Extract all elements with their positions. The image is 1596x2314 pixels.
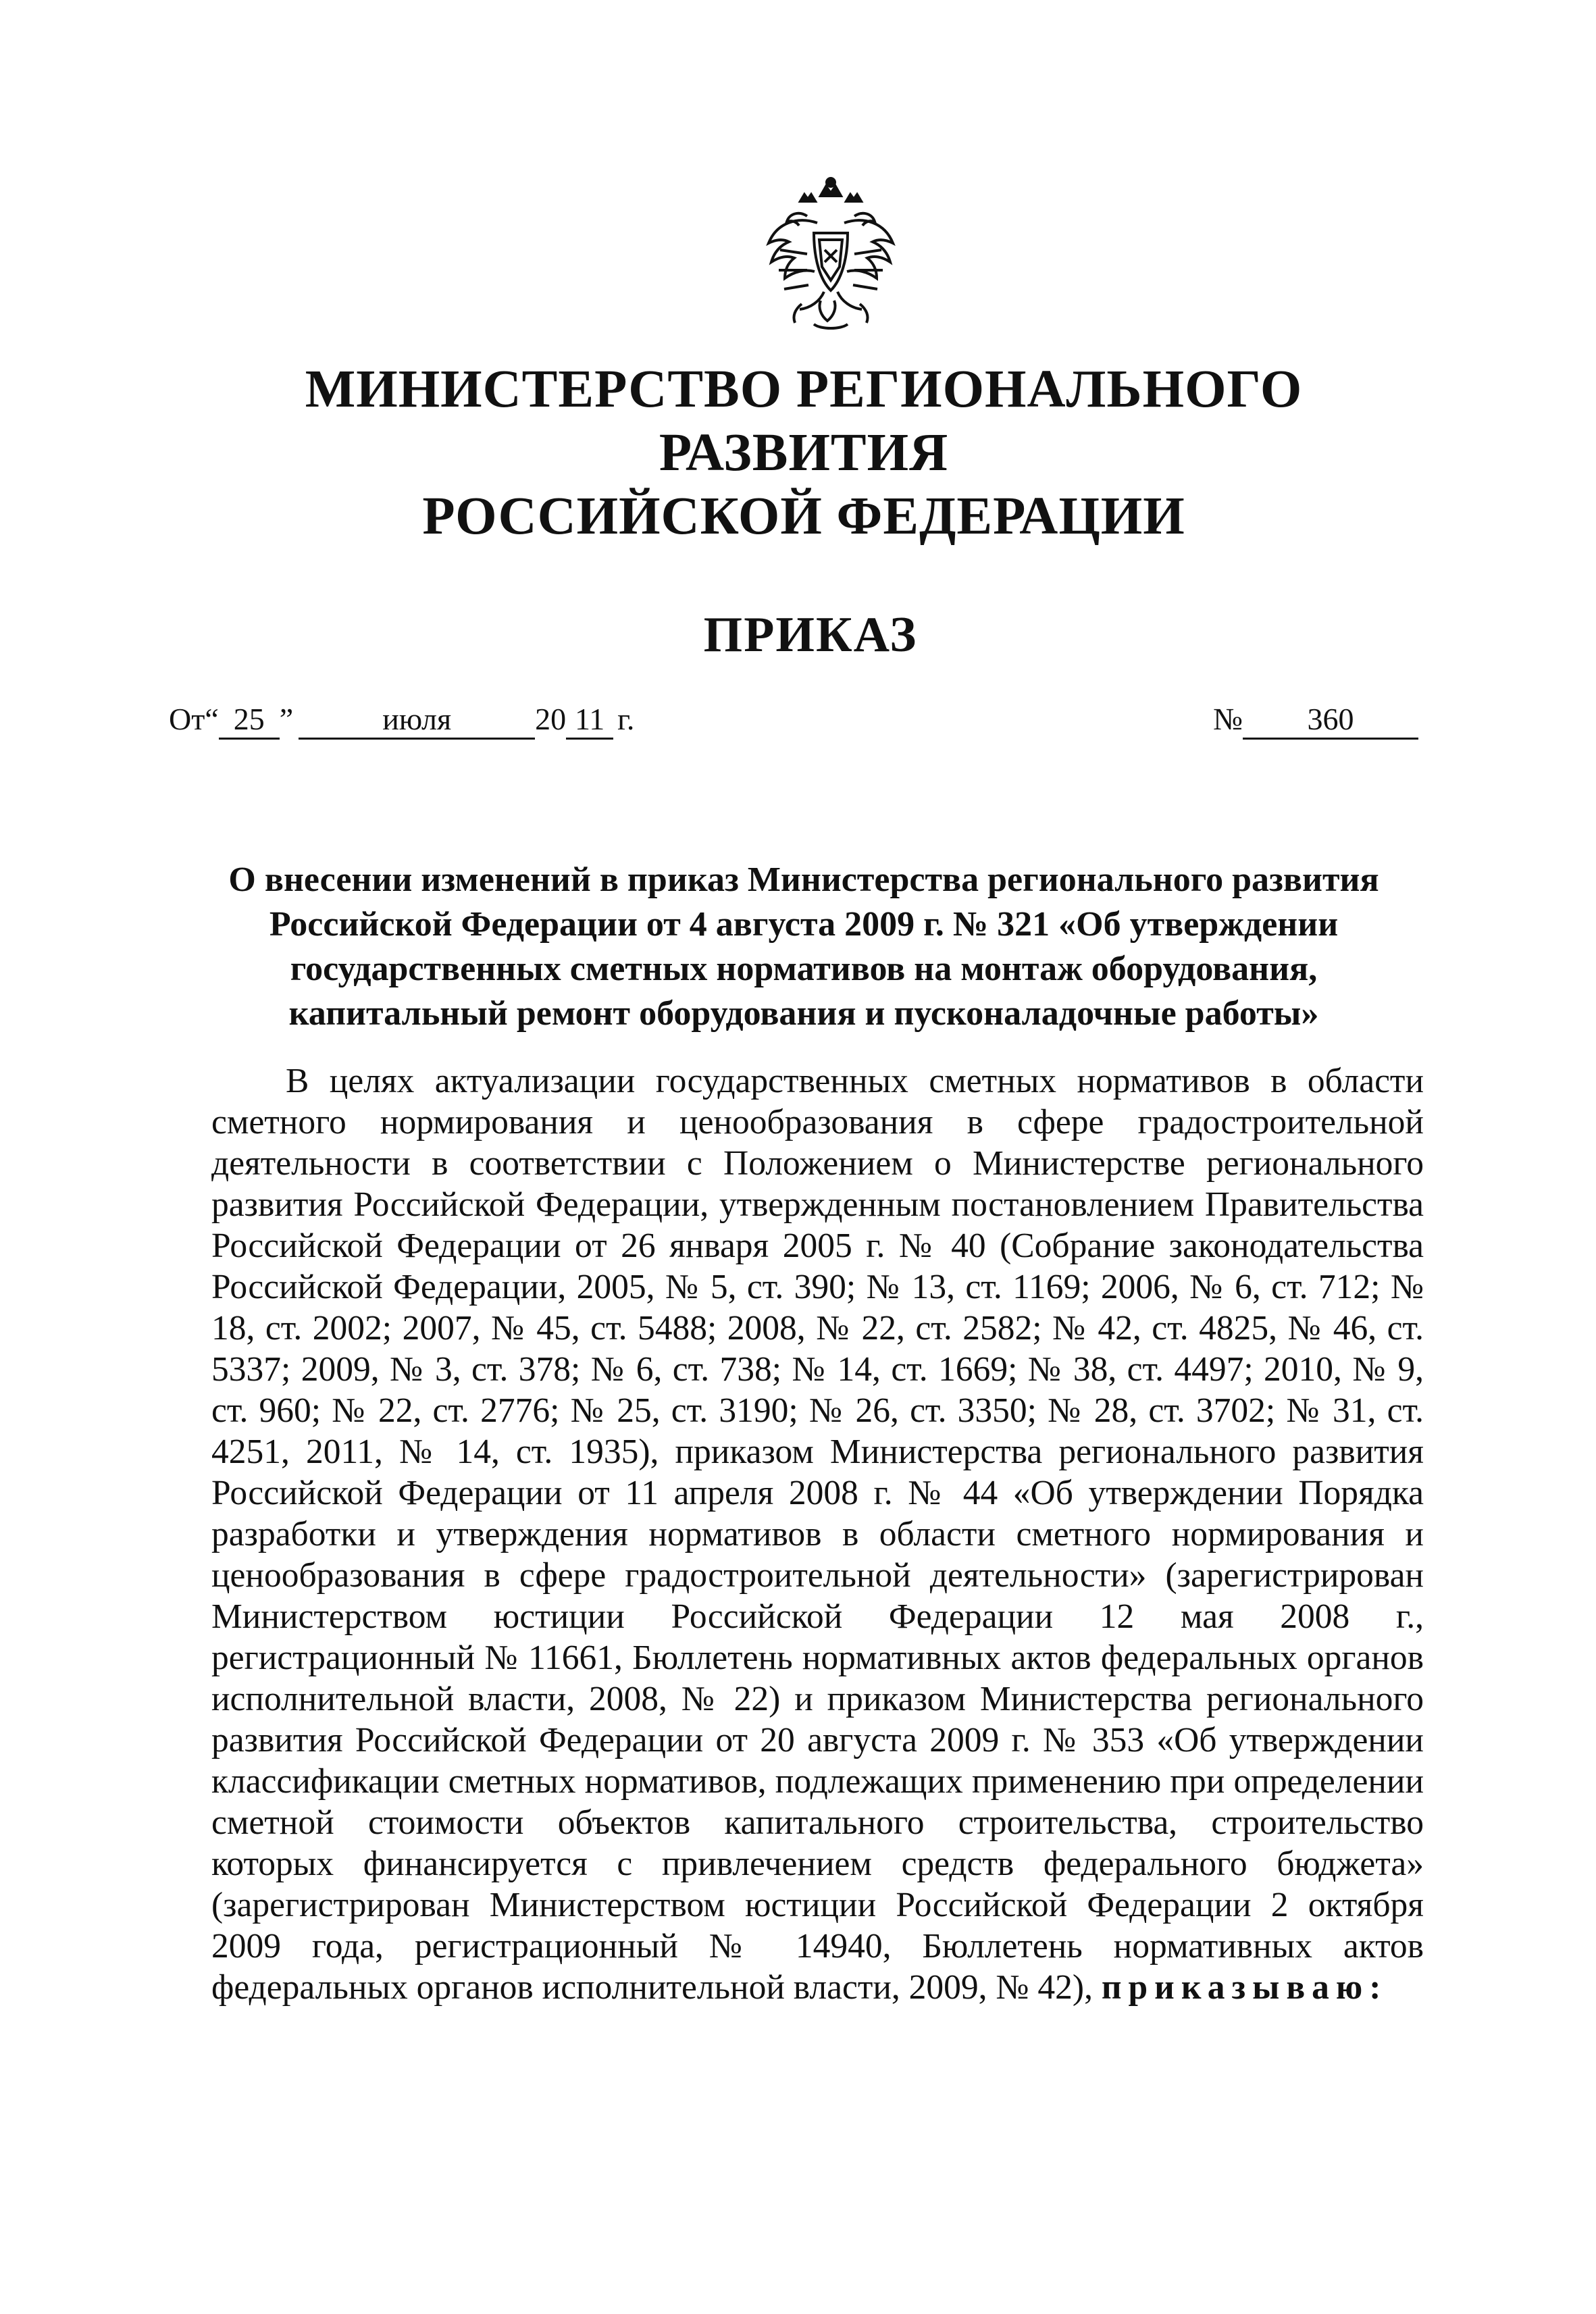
ministry-name-line-2: РОССИЙСКОЙ ФЕДЕРАЦИИ — [422, 487, 1185, 546]
document-type-title: ПРИКАЗ — [703, 607, 918, 663]
order-number-value: 360 — [1243, 701, 1418, 740]
date-prefix: От“ — [169, 702, 219, 736]
date-number-line — [169, 696, 1418, 743]
date-day-close-quote: ” — [279, 702, 294, 736]
date-year-prefix: 20 — [535, 702, 567, 736]
subject-line-3: государственных сметных нормативов на монтаж оборудования, — [290, 950, 1318, 988]
subject-line-4: капитальный ремонт оборудования и пусконаладочные работы» — [288, 994, 1319, 1033]
preamble-paragraph — [211, 1060, 1424, 2008]
preamble-text: В целях актуализации государственных сметных нормативов в области сметного нормирования и ценообразования в сфере градостроительной деятельности в соответствии с Положением о Министерстве регионального развития Российской Федерации, утвержденным постановлением Правительства Российской Федерации от 26 января 2005 г. № 40 (Собрание законодательства Российской Федерации, 2005, № 5, ст. 390; № 13, ст. 1169; 2006, № 6, ст. 712; № 18, ст. 2002; 2007, № 45, ст. 5488; 2008, № 22, ст. 2582; № 42, ст. 4825, № 46, ст. 5337; 2009, № 3, ст. 378; № 6, ст. 738; № 14, ст. 1669; № 38, ст. 4497; 2010, № 9, ст. 960; № 22, ст. 2776; № 25, ст. 3190; № 26, ст. 3350; № 28, ст. 3702; № 31, ст. 4251, 2011, № 14, ст. 1935), приказом Министерства регионального развития Российской Федерации от 11 апреля 2008 г. № 44 «Об утверждении Порядка разработки и утверждения нормативов в области сметного нормирования и ценообразования в сфере градостроительной деятельности» (зарегистрирован Министерством юстиции Российской Федерации 12 мая 2008 г., регистрационный № 11661, Бюллетень нормативных актов федеральных органов исполнительной власти, 2008, № 22) и приказом Министерства регионального развития Российской Федерации от 20 августа 2009 г. № 353 «Об утверждении классификации сметных нормативов, подлежащих применению при определении сметной стоимости объектов капитального строительства, строительство которых финансируется с привлечением средств федерального бюджета» (зарегистрирован Министерством юстиции Российской Федерации 2 октября 2009 года, регистрационный № 14940, Бюллетень нормативных актов федеральных органов исполнительной власти, 2009, № 42), — [211, 1062, 1424, 2007]
ministry-name — [203, 358, 1405, 548]
date-day: 25 — [219, 701, 280, 740]
subject-line-2: Российской Федерации от 4 августа 2009 г. № 321 «Об утверждении — [269, 905, 1339, 944]
subject-line-1: О внесении изменений в приказ Министерства регионального развития — [228, 860, 1379, 899]
order-subject-heading — [223, 858, 1385, 1036]
russian-coat-of-arms-icon — [760, 169, 902, 338]
order-date — [169, 696, 634, 743]
order-verb: приказываю: — [1101, 1968, 1388, 2007]
date-year-marker: г. — [617, 702, 635, 736]
date-year-suffix: 11 — [566, 701, 613, 740]
order-number-label: № — [1213, 702, 1243, 736]
ministry-name-line-1: МИНИСТЕРСТВО РЕГИОНАЛЬНОГО РАЗВИТИЯ — [305, 360, 1303, 482]
date-month: июля — [299, 701, 535, 740]
order-number — [1213, 696, 1418, 743]
